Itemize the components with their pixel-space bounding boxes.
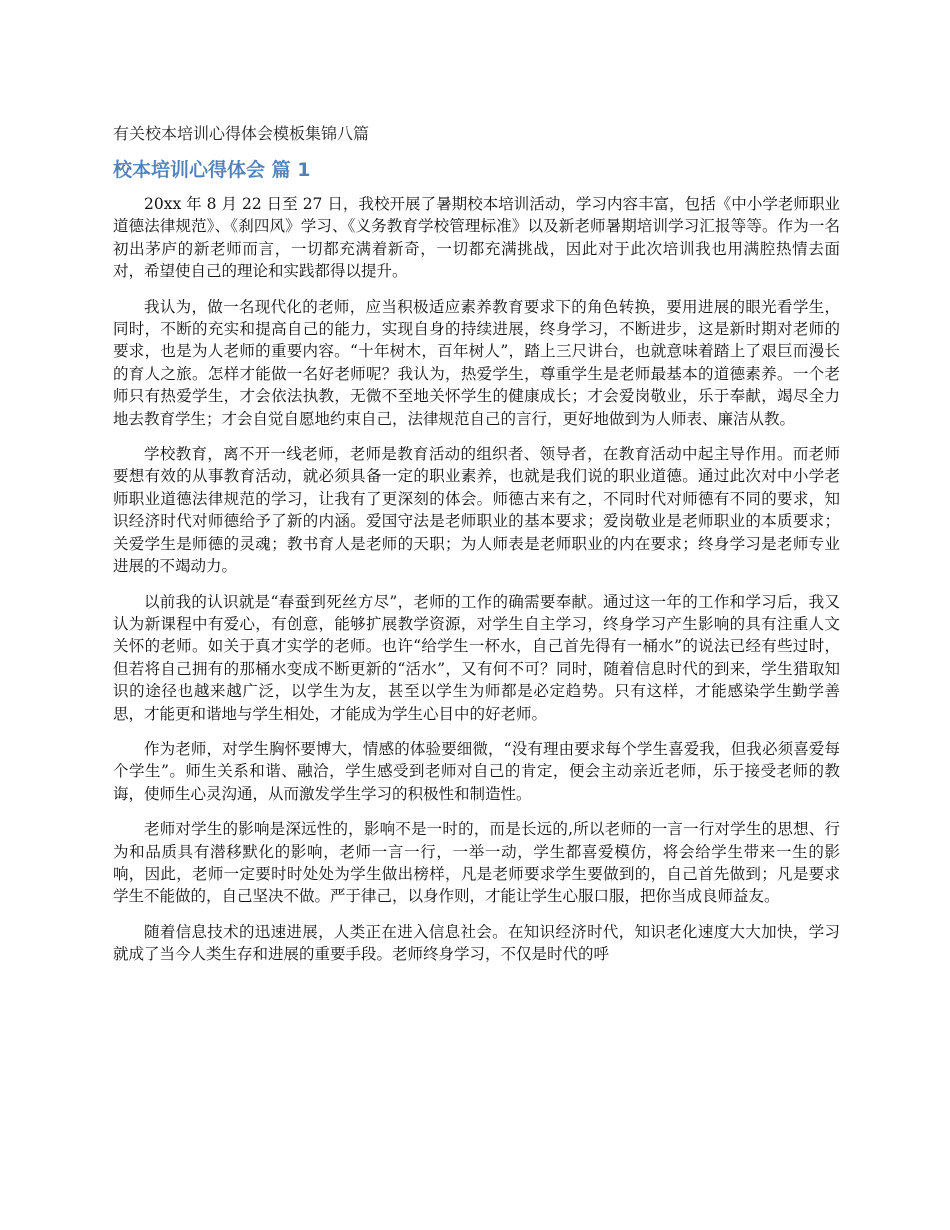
- paragraph-2: 我认为，做一名现代化的老师，应当积极适应素养教育要求下的角色转换，要用进展的眼光看学生，同时，不断的充实和提高自己的能力，实现自身的持续进展，终身学习，不断进步，这是新时期对老师的要求，也是为人老师的重要内容。“十年树木，百年树人”，踏上三尺讲台，也就意味着踏上了艰巨而漫长的育人之旅。怎样才能做一名好老师呢？我认为，热爱学生，尊重学生是老师最基本的道德素养。一个老师只有热爱学生，才会依法执教，无微不至地关怀学生的健康成长；才会爱岗敬业，乐于奉献，竭尽全力地去教育学生；才会自觉自愿地约束自己，法律规范自己的言行，更好地做到为人师表、廉洁从教。: [113, 297, 840, 428]
- paragraph-7: 随着信息技术的迅速进展，人类正在进入信息社会。在知识经济时代，知识老化速度大大加快，学习就成了当今人类生存和进展的重要手段。老师终身学习，不仅是时代的呼: [113, 922, 840, 964]
- document-body: [113, 121, 840, 979]
- document-title: 有关校本培训心得体会模板集锦八篇: [113, 124, 370, 143]
- paragraph-3: 学校教育，离不开一线老师，老师是教育活动的组织者、领导者，在教育活动中起主导作用。而老师要想有效的从事教育活动，就必须具备一定的职业素养，也就是我们说的职业道德。通过此次对中小学老师职业道德法律规范的学习，让我有了更深刻的体会。师德古来有之，不同时代对师德有不同的要求，知识经济时代对师德给予了新的内涵。爱国守法是老师职业的基本要求；爱岗敬业是老师职业的本质要求；关爱学生是师德的灵魂；教书育人是老师的天职；为人师表是老师职业的内在要求；终身学习是老师专业进展的不竭动力。: [113, 445, 840, 576]
- paragraph-4: 以前我的认识就是“春蚕到死丝方尽”，老师的工作的确需要奉献。通过这一年的工作和学习后，我又认为新课程中有爱心，有创意，能够扩展教学资源，对学生自主学习，终身学习产生影响的具有注重人文关怀的老师。如关于真才实学的老师。也许“给学生一杯水，自己首先得有一桶水”的说法已经有些过时，但若将自己拥有的那桶水变成不断更新的“活水”，又有何不可？同时，随着信息时代的到来，学生猎取知识的途径也越来越广泛，以学生为友，甚至以学生为师都是必定趋势。只有这样，才能感染学生勤学善思，才能更和谐地与学生相处，才能成为学生心目中的好老师。: [113, 592, 840, 723]
- paragraph-1: 20xx 年 8 月 22 日至 27 日，我校开展了暑期校本培训活动，学习内容丰富，包括《中小学老师职业道德法律规范》、《刹四风》学习、《义务教育学校管理标准》以及新老师暑期培训学习汇报等等。作为一名初出茅庐的新老师而言，一切都充满着新奇，一切都充满挑战，因此对于此次培训我也用满腔热情去面对，希望使自己的理论和实践都得以提升。: [113, 195, 840, 281]
- section-heading: 校本培训心得体会 篇 1: [113, 159, 311, 181]
- paragraph-5: 作为老师，对学生胸怀要博大，情感的体验要细微，“没有理由要求每个学生喜爱我，但我必须喜爱每个学生”。师生关系和谐、融洽，学生感受到老师对自己的肯定，便会主动亲近老师，乐于接受老师的教诲，使师生心灵沟通，从而激发学生学习的积极性和制造性。: [113, 739, 840, 803]
- paragraph-6: 老师对学生的影响是深远性的，影响不是一时的，而是长远的,所以老师的一言一行对学生的思想、行为和品质具有潜移默化的影响，老师一言一行，一举一动，学生都喜爱模仿，将会给学生带来一生的影响，因此，老师一定要时时处处为学生做出榜样，凡是老师要求学生要做到的，自己首先做到；凡是要求学生不能做的，自己坚决不做。严于律己，以身作则，才能让学生心服口服，把你当成良师益友。: [113, 820, 840, 906]
